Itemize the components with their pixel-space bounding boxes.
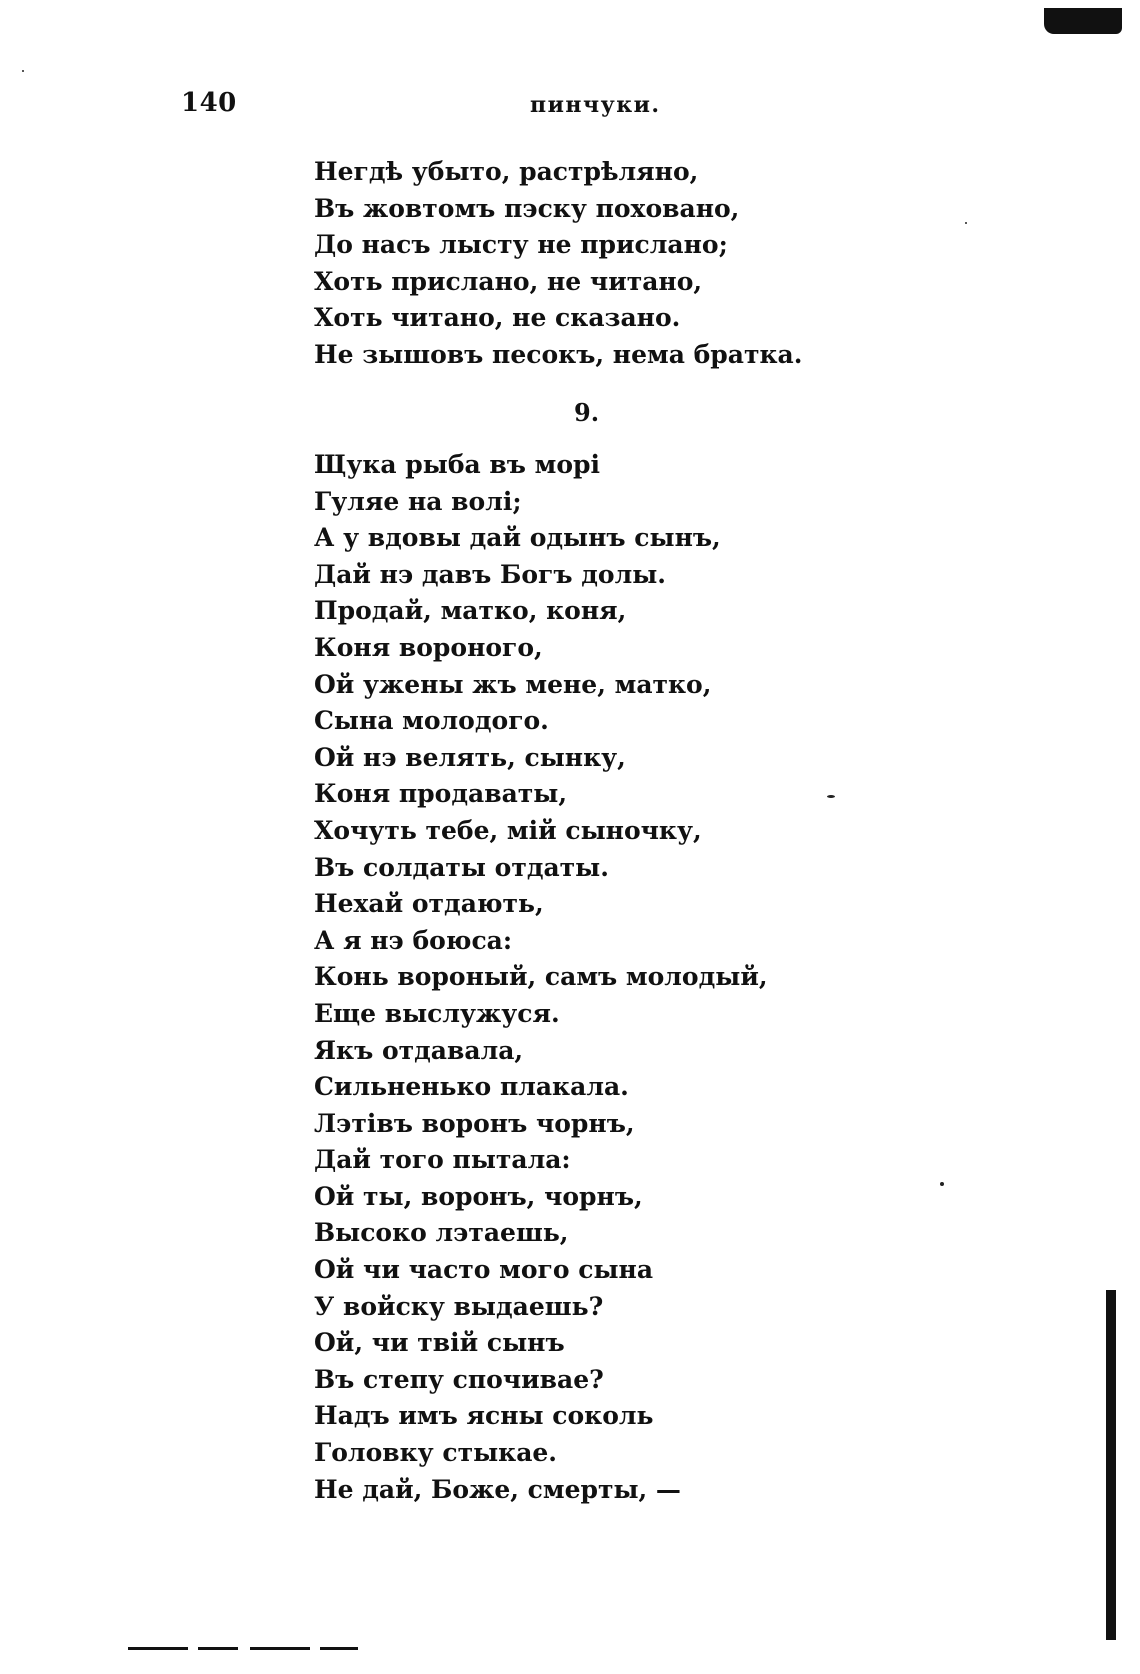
- verse-line: Хочуть тебе, мій сыночку,: [314, 815, 702, 845]
- song-number: 9.: [574, 398, 600, 427]
- scan-edge-bar: [1106, 1290, 1116, 1640]
- verse-line: Въ степу спочивае?: [314, 1364, 604, 1394]
- verse-line: Еще выслужуся.: [314, 998, 560, 1028]
- verse-line: Надъ имъ ясны соколь: [314, 1401, 654, 1431]
- stanza-continued: [314, 154, 802, 374]
- verse-line: Нехай отдають,: [314, 889, 544, 919]
- verse-line: Ой, чи твій сынъ: [314, 1328, 565, 1358]
- scan-speck: [965, 222, 967, 224]
- verse-line: А я нэ боюса:: [314, 925, 513, 955]
- verse-line: Лэтівъ воронъ чорнъ,: [314, 1108, 635, 1138]
- verse-line: Коня вороного,: [314, 632, 543, 662]
- verse-line: Щука рыба въ морі: [314, 450, 601, 479]
- verse-line: Гуляе на волі;: [314, 486, 522, 516]
- verse-line: Въ солдаты отдаты.: [314, 852, 609, 882]
- verse-line: До насъ лысту не прислано;: [314, 230, 728, 260]
- scan-bottom-rule: [128, 1647, 358, 1650]
- verse-line: Хоть прислано, не читано,: [314, 266, 703, 296]
- page-number: 140: [181, 88, 237, 118]
- verse-line: Продай, матко, коня,: [314, 596, 627, 626]
- verse-line: Хоть читано, не сказано.: [314, 303, 681, 333]
- running-title: пинчуки.: [530, 92, 661, 118]
- verse-line: Дай того пытала:: [314, 1145, 571, 1175]
- verse-line: Сильненько плакала.: [314, 1072, 629, 1102]
- scan-corner-mark: [1044, 8, 1122, 34]
- verse-line: У войску выдаешь?: [314, 1291, 604, 1321]
- verse-line: Головку стыкае.: [314, 1438, 558, 1468]
- scan-speck: [940, 1182, 944, 1186]
- scan-speck: [827, 795, 835, 798]
- verse-line: Не зышовъ песокъ, нема братка.: [314, 339, 803, 369]
- verse-line: Въ жовтомъ пэску поховано,: [314, 193, 740, 223]
- verse-line: Якъ отдавала,: [314, 1035, 524, 1065]
- verse-line: Не дай, Боже, смерты, —: [314, 1474, 681, 1504]
- verse-line: Конь вороный, самъ молодый,: [314, 962, 768, 992]
- scan-speck: [22, 70, 24, 72]
- verse-line: Дай нэ давъ Богъ долы.: [314, 559, 666, 589]
- verse-line: Высоко лэтаешь,: [314, 1218, 569, 1248]
- verse-line: Ой ты, воронъ, чорнъ,: [314, 1181, 643, 1211]
- verse-line: Ой нэ велять, сынку,: [314, 742, 626, 772]
- verse-line: А у вдовы дай одынъ сынъ,: [314, 523, 721, 553]
- song-9-verses: [314, 447, 768, 1508]
- verse-line: Сына молодого.: [314, 706, 549, 736]
- verse-line: Негдѣ убыто, растрѣляно,: [314, 157, 699, 186]
- verse-line: Ой чи часто мого сына: [314, 1255, 654, 1285]
- verse-line: Коня продаваты,: [314, 779, 568, 809]
- verse-line: Ой ужены жъ мене, матко,: [314, 669, 712, 699]
